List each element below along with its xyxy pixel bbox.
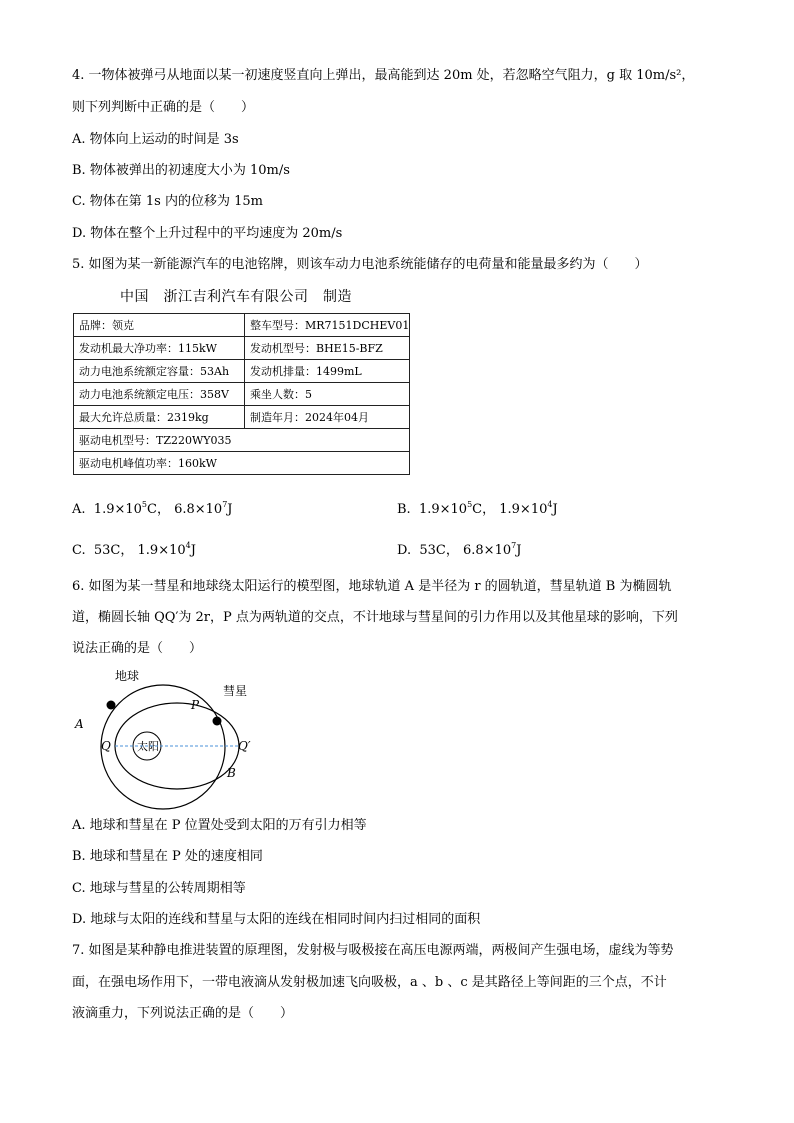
table-cell: 品牌：领克 [74, 314, 245, 337]
table-cell: 整车型号：MR7151DCHEV01 [245, 314, 410, 337]
table-cell: 制造年月：2024年04月 [245, 406, 410, 429]
comet-dot [213, 717, 222, 726]
energy-value: $6.8\times 10^7J$ [174, 499, 233, 517]
q4-option-c: C. 物体在第 1s 内的位移为 15m [72, 194, 263, 209]
charge-value: 53C， [93, 543, 134, 558]
orbit-diagram [70, 665, 270, 810]
table-row [74, 360, 410, 383]
table-cell: 最大允许总质量：2319kg [74, 406, 245, 429]
energy-value: $1.9\times 10^4J$ [499, 499, 558, 517]
table-cell: 发动机排量：1499mL [245, 360, 410, 383]
table-cell: 动力电池系统额定容量：53Ah [74, 360, 245, 383]
earth-dot [107, 701, 116, 710]
q6-option-d: D. 地球与太阳的连线和彗星与太阳的连线在相同时间内扫过相同的面积 [72, 912, 481, 927]
energy-value: $1.9\times 10^4J$ [137, 540, 196, 558]
option-label: A. [72, 502, 86, 517]
q6-stem-line3: 说法正确的是（ ） [72, 641, 203, 656]
table-row [74, 452, 410, 475]
sun-label: 太阳 [137, 740, 159, 753]
table-cell: 驱动电机峰值功率：160kW [74, 452, 410, 475]
q4-option-d: D. 物体在整个上升过程中的平均速度为 20m/s [72, 226, 343, 241]
charge-value: $1.9\times 10^5C$， [93, 499, 170, 517]
table-row [74, 383, 410, 406]
q7-stem-line3: 液滴重力，下列说法正确的是（ ） [72, 1006, 294, 1021]
charge-value: 53C， [419, 543, 459, 558]
table-row [74, 429, 410, 452]
label-p: P [191, 698, 200, 712]
q7-stem-line2: 面，在强电场作用下，一带电液滴从发射极加速飞向吸极，a 、b 、c 是其路径上等间距的三个点，不计 [72, 975, 667, 990]
nameplate-caption: 中国 浙江吉利汽车有限公司 制造 [120, 289, 352, 305]
label-a: A [75, 717, 84, 731]
option-label: D. [397, 543, 412, 558]
q4-stem-line1: 4. 一物体被弹弓从地面以某一初速度竖直向上弹出，最高能到达 20m 处，若忽略空气阻力，g 取 10m/s²， [72, 68, 695, 83]
table-cell: 发动机型号：BHE15-BFZ [245, 337, 410, 360]
label-q: Q [101, 739, 111, 753]
table-cell: 发动机最大净功率：115kW [74, 337, 245, 360]
option-label: C. [72, 543, 86, 558]
comet-label: 彗星 [223, 684, 248, 698]
earth-label: 地球 [115, 669, 140, 683]
table-row [74, 314, 410, 337]
energy-value: $6.8\times 10^7J$ [463, 540, 522, 558]
option-label: B. [397, 502, 411, 517]
battery-nameplate-table [73, 313, 410, 475]
table-cell: 动力电池系统额定电压：358V [74, 383, 245, 406]
table-cell: 驱动电机型号：TZ220WY035 [74, 429, 410, 452]
q4-stem-line2: 则下列判断中正确的是（ ） [72, 100, 255, 115]
q6-option-b: B. 地球和彗星在 P 处的速度相同 [72, 849, 263, 864]
q7-stem-line1: 7. 如图是某种静电推进装置的原理图，发射极与吸极接在高压电源两端，两极间产生强电场，虚线为等势 [72, 943, 674, 958]
q5-option-d [397, 542, 521, 560]
table-row [74, 337, 410, 360]
q5-stem: 5. 如图为某一新能源汽车的电池铭牌，则该车动力电池系统能储存的电荷量和能量最多约为（ ） [72, 257, 648, 272]
label-q-prime: Q′ [238, 739, 251, 753]
q5-option-c [72, 542, 196, 560]
q4-option-a: A. 物体向上运动的时间是 3s [72, 132, 239, 147]
charge-value: $1.9\times 10^5C$， [418, 499, 496, 517]
label-b: B [227, 766, 236, 780]
q6-option-c: C. 地球与彗星的公转周期相等 [72, 881, 246, 896]
q6-stem-line1: 6. 如图为某一彗星和地球绕太阳运行的模型图，地球轨道 A 是半径为 r 的圆轨道，彗星轨道 B 为椭圆轨 [72, 579, 672, 594]
table-row [74, 406, 410, 429]
q4-option-b: B. 物体被弹出的初速度大小为 10m/s [72, 163, 290, 178]
table-cell: 乘坐人数：5 [245, 383, 410, 406]
q5-option-b [397, 501, 558, 519]
q5-option-a [72, 501, 233, 519]
q6-stem-line2: 道，椭圆长轴 QQ′为 2r，P 点为两轨道的交点，不计地球与彗星间的引力作用以及其他星球的影响，下列 [72, 610, 678, 625]
q6-option-a: A. 地球和彗星在 P 位置处受到太阳的万有引力相等 [72, 818, 367, 833]
